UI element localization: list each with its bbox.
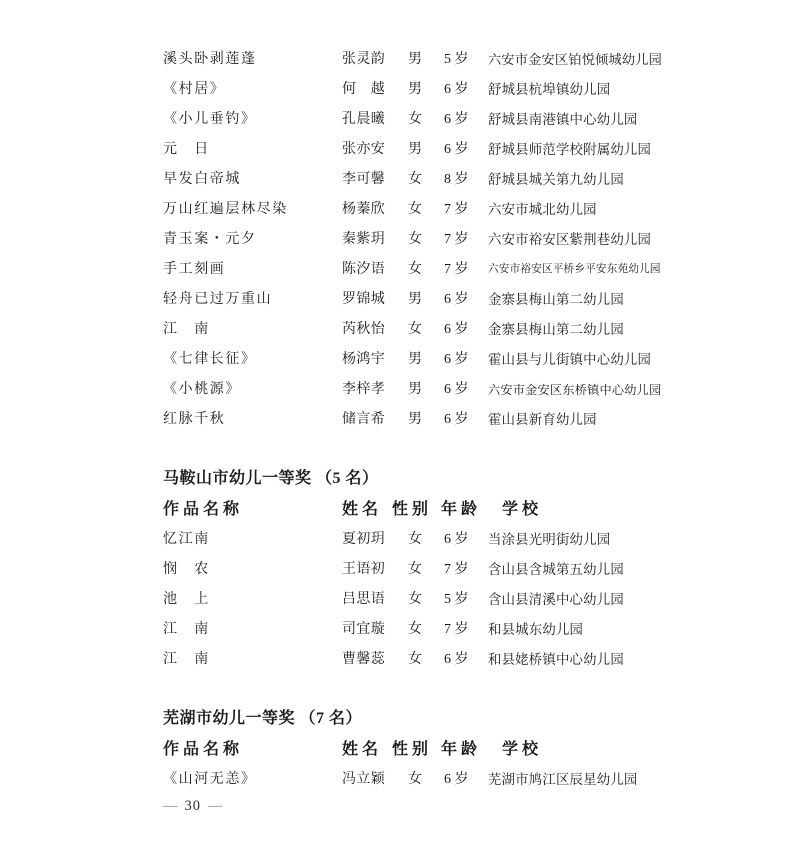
school-cell: 和县城东幼儿园 [488,622,584,637]
school-cell: 芜湖市鸠江区辰星幼儿园 [488,772,638,787]
gender-cell: 女 [408,652,422,667]
student-name-cell: 储言希 [342,412,386,427]
school-cell: 霍山县新育幼儿园 [488,412,597,427]
award-rows [163,45,673,435]
column-header-gender: 性别 [392,501,433,518]
student-name-cell: 杨鸿宇 [342,352,386,367]
table-row [163,765,673,795]
work-title-cell: 轻舟已过万重山 [163,292,273,307]
school-cell: 舒城县南港镇中心幼儿园 [488,112,638,127]
column-header-name: 姓名 [342,501,383,518]
school-cell: 含山县含城第五幼儿园 [488,562,624,577]
student-name-cell: 曹馨蕊 [342,652,386,667]
work-title-cell: 《七律长征》 [163,352,257,367]
school-cell: 六安市裕安区紫荆巷幼儿园 [488,232,652,247]
table-row [163,555,673,585]
age-cell: 5 岁 [444,592,469,607]
gender-cell: 男 [408,352,422,367]
student-name-cell: 何 越 [342,82,386,97]
column-header-school: 学校 [502,501,543,518]
page-number: 30 [184,798,201,814]
gender-cell: 女 [408,202,422,217]
gender-cell: 男 [408,382,422,397]
student-name-cell: 冯立颖 [342,772,386,787]
column-header-gender: 性别 [392,741,433,758]
school-cell: 舒城县城关第九幼儿园 [488,172,624,187]
gender-cell: 女 [408,532,422,547]
gender-cell: 男 [408,142,422,157]
gender-cell: 男 [408,412,422,427]
gender-cell: 女 [408,622,422,637]
award-rows [163,765,673,795]
work-title-cell: 池 上 [163,592,210,607]
table-row [163,345,673,375]
school-cell: 含山县清溪中心幼儿园 [488,592,624,607]
student-name-cell: 陈汐语 [342,262,386,277]
student-name-cell: 孔晨曦 [342,112,386,127]
work-title-cell: 红脉千秋 [163,412,226,427]
gender-cell: 女 [408,562,422,577]
column-header-row [163,735,673,765]
age-cell: 7 岁 [444,562,469,577]
table-row [163,225,673,255]
age-cell: 7 岁 [444,202,469,217]
school-cell: 六安市金安区东桥镇中心幼儿园 [488,383,662,397]
column-header-work: 作品名称 [163,741,244,758]
page-footer [163,796,223,816]
work-title-cell: 手工刻画 [163,262,226,277]
student-name-cell: 秦紫玥 [342,232,386,247]
award-rows [163,525,673,675]
work-title-cell: 溪头卧剥莲蓬 [163,52,257,67]
table-row [163,405,673,435]
work-title-cell: 早发白帝城 [163,172,241,187]
age-cell: 6 岁 [444,352,469,367]
work-title-cell: 元 日 [163,142,210,157]
age-cell: 6 岁 [444,322,469,337]
age-cell: 7 岁 [444,232,469,247]
age-cell: 6 岁 [444,112,469,127]
age-cell: 8 岁 [444,172,469,187]
student-name-cell: 李梓孝 [342,382,386,397]
age-cell: 6 岁 [444,412,469,427]
table-row [163,525,673,555]
work-title-cell: 忆江南 [163,532,210,547]
gender-cell: 女 [408,112,422,127]
footer-dash-left-icon: — [163,798,178,814]
gender-cell: 女 [408,262,422,277]
table-row [163,105,673,135]
table-row [163,195,673,225]
section-title: 马鞍山市幼儿一等奖 （5 名） [163,470,379,487]
student-name-cell: 王语初 [342,562,386,577]
table-row [163,255,673,285]
section-title: 芜湖市幼儿一等奖 （7 名） [163,710,363,727]
column-header-age: 年龄 [441,741,482,758]
age-cell: 6 岁 [444,82,469,97]
section-maanshan [163,463,673,675]
section-wuhu [163,703,673,795]
school-cell: 舒城县师范学校附属幼儿园 [488,142,652,157]
gender-cell: 女 [408,172,422,187]
gender-cell: 男 [408,52,422,67]
student-name-cell: 张亦安 [342,142,386,157]
gender-cell: 男 [408,82,422,97]
column-header-work: 作品名称 [163,501,244,518]
table-row [163,45,673,75]
table-row [163,585,673,615]
student-name-cell: 夏初玥 [342,532,386,547]
school-cell: 当涂县光明街幼儿园 [488,532,611,547]
column-header-row [163,495,673,525]
table-row [163,285,673,315]
gender-cell: 男 [408,292,422,307]
table-row [163,315,673,345]
school-cell: 金寨县梅山第二幼儿园 [488,292,624,307]
school-cell: 霍山县与儿街镇中心幼儿园 [488,352,652,367]
column-header-school: 学校 [502,741,543,758]
age-cell: 7 岁 [444,622,469,637]
work-title-cell: 《小桃源》 [163,382,241,397]
age-cell: 5 岁 [444,52,469,67]
school-cell: 六安市城北幼儿园 [488,202,597,217]
school-cell: 六安市金安区铂悦倾城幼儿园 [488,52,663,67]
work-title-cell: 《山河无恙》 [163,772,257,787]
work-title-cell: 江 南 [163,622,210,637]
age-cell: 6 岁 [444,652,469,667]
table-row [163,615,673,645]
school-cell: 舒城县杭埠镇幼儿园 [488,82,611,97]
work-title-cell: 江 南 [163,652,210,667]
column-header-name: 姓名 [342,741,383,758]
table-row [163,75,673,105]
student-name-cell: 杨蓁欣 [342,202,386,217]
student-name-cell: 芮秋怡 [342,322,386,337]
gender-cell: 女 [408,592,422,607]
work-title-cell: 悯 农 [163,562,210,577]
school-cell: 和县姥桥镇中心幼儿园 [488,652,624,667]
student-name-cell: 张灵韵 [342,52,386,67]
age-cell: 6 岁 [444,292,469,307]
work-title-cell: 万山红遍层林尽染 [163,202,288,217]
gender-cell: 女 [408,322,422,337]
gender-cell: 女 [408,772,422,787]
table-row [163,375,673,405]
age-cell: 6 岁 [444,142,469,157]
work-title-cell: 江 南 [163,322,210,337]
gender-cell: 女 [408,232,422,247]
student-name-cell: 李可馨 [342,172,386,187]
table-row [163,165,673,195]
student-name-cell: 罗锦城 [342,292,386,307]
school-cell: 金寨县梅山第二幼儿园 [488,322,624,337]
section-luan-continuation [163,45,673,435]
work-title-cell: 青玉案・元夕 [163,232,257,247]
column-header-age: 年龄 [441,501,482,518]
age-cell: 7 岁 [444,262,469,277]
school-cell: 六安市裕安区平桥乡平安东苑幼儿园 [488,264,661,275]
table-row [163,135,673,165]
student-name-cell: 吕思语 [342,592,386,607]
age-cell: 6 岁 [444,382,469,397]
student-name-cell: 司宜璇 [342,622,386,637]
age-cell: 6 岁 [444,772,469,787]
work-title-cell: 《村居》 [163,82,226,97]
footer-dash-right-icon: — [208,798,223,814]
age-cell: 6 岁 [444,532,469,547]
table-row [163,645,673,675]
work-title-cell: 《小儿垂钓》 [163,112,257,127]
